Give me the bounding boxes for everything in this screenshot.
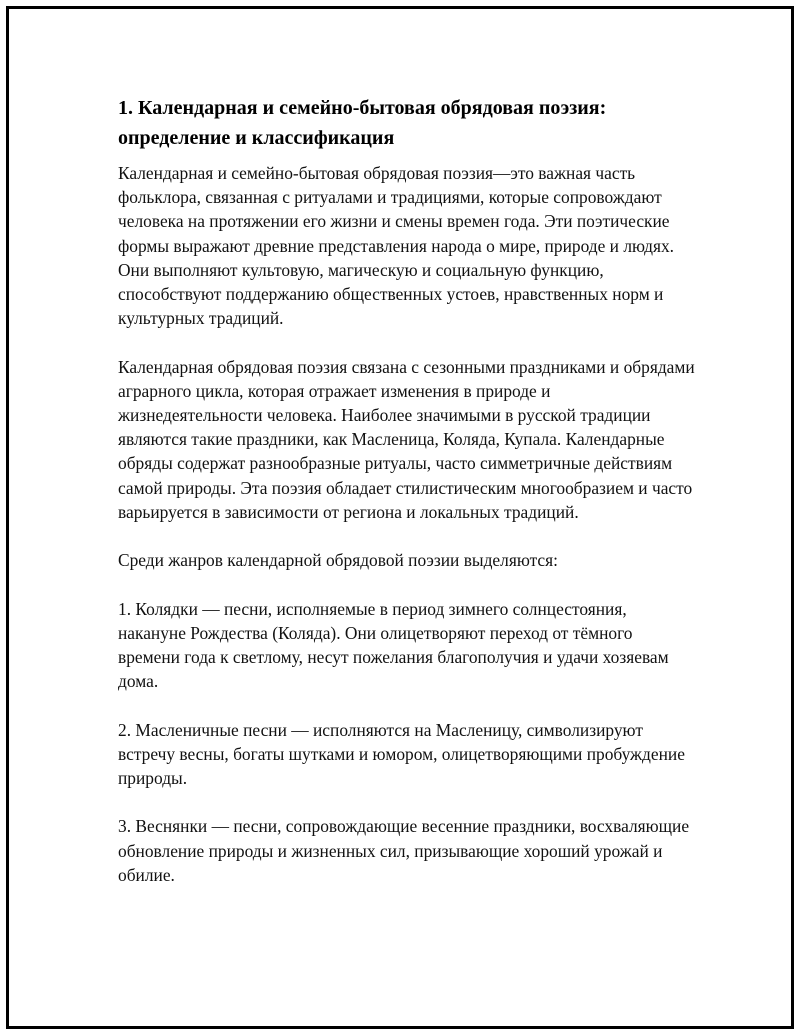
document-body <box>118 93 698 911</box>
genre-item-vesnyanki: 3. Веснянки — песни, сопровождающие весенние праздники, восхваляющие обновление природы и жизненных сил, призывающие хороший урожай и обилие. <box>118 816 690 885</box>
intro-paragraph: Календарная и семейно-бытовая обрядовая поэзия—это важная часть фольклора, связанная с ритуалами и традициями, которые сопровождают человека на протяжении его жизни и смены времен года. Эти поэтические формы выражают древние представления народа о мире, природе и людях. Они выполняют культовую, магическую и социальную функцию, способствуют поддержанию общественных устоев, нравственных норм и культурных традиций. <box>118 163 675 329</box>
genre-item-koliadki: 1. Колядки — песни, исполняемые в период зимнего солнцестояния, накануне Рождества (Коляда). Они олицетворяют переход от тёмного времени года к светлому, несут пожелания благополучия и удачи хозяевам дома. <box>118 598 669 692</box>
genre-item-maslenitsa: 2. Масленичные песни — исполняются на Масленицу, символизируют встречу весны, богаты шутками и юмором, олицетворяющими пробуждение природы. <box>118 719 685 789</box>
section-heading: 1. Календарная и семейно-бытовая обрядовая поэзия: определение и классификация <box>118 97 607 149</box>
genres-intro-paragraph: Среди жанров календарной обрядовой поэзии выделяются: <box>118 550 558 571</box>
calendar-poetry-paragraph: Календарная обрядовая поэзия связана с сезонными праздниками и обрядами аграрного цикла, которая отражает изменения в природе и жизнедеятельности человека. Наиболее значимыми в русской традиции являются такие праздники, как Масленица, Коляда, Купала. Календарные обряды содержат разнообразные ритуалы, часто симметричные действиям самой природы. Эта поэзия обладает стилистическим многообразием и часто варьируется в зависимости от региона и локальных традиций. <box>118 356 695 522</box>
